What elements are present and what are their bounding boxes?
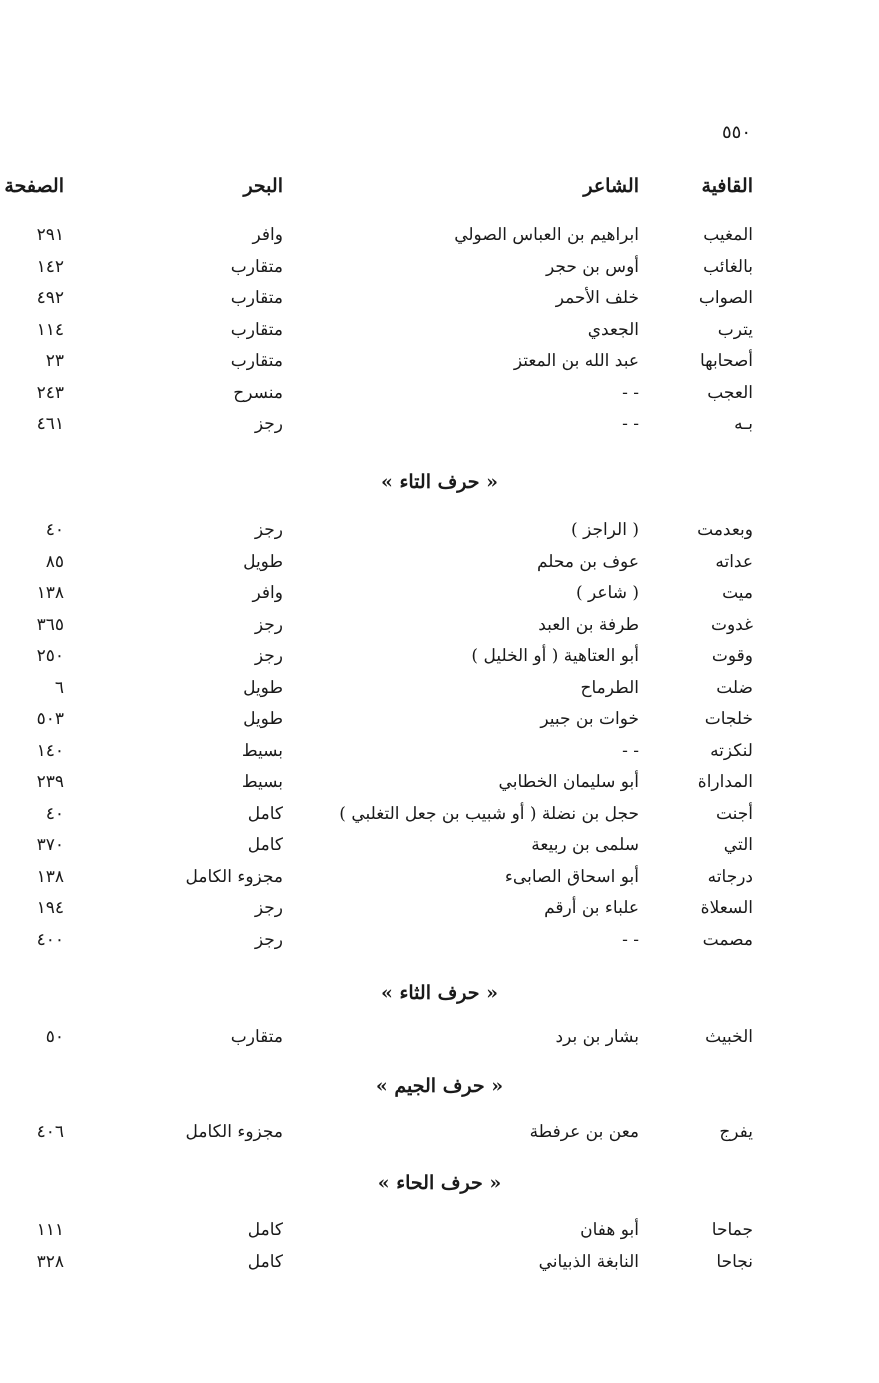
meter-cell: وافر bbox=[252, 583, 283, 603]
table-row bbox=[0, 1252, 879, 1282]
poet-cell: عوف بن محلم bbox=[536, 551, 639, 572]
rhyme-cell: يترب bbox=[717, 319, 753, 340]
poet-cell: خلف الأحمر bbox=[555, 288, 639, 308]
poet-cell: بشار بن برد bbox=[555, 1027, 639, 1047]
meter-cell: وافر bbox=[252, 225, 283, 245]
page-cell: ٢٤٣ bbox=[36, 382, 64, 403]
table-row bbox=[0, 678, 879, 708]
meter-cell: منسرح bbox=[233, 382, 283, 403]
page-cell: ١١٤ bbox=[36, 319, 64, 340]
table-row bbox=[0, 835, 879, 865]
table-row bbox=[0, 772, 879, 802]
table-row bbox=[0, 804, 879, 834]
table-row bbox=[0, 898, 879, 928]
table-row bbox=[0, 709, 879, 739]
rhyme-cell: العجب bbox=[707, 382, 753, 403]
rhyme-cell: التي bbox=[723, 835, 753, 855]
rhyme-cell: لنكزته bbox=[710, 740, 753, 761]
meter-cell: رجز bbox=[254, 614, 283, 635]
rhyme-cell: المداراة bbox=[697, 772, 753, 792]
meter-cell: رجز bbox=[254, 929, 283, 950]
page-cell: ٥٠٣ bbox=[36, 709, 64, 729]
header-poet: الشاعر bbox=[583, 175, 639, 197]
meter-cell: رجز bbox=[254, 520, 283, 540]
meter-cell: متقارب bbox=[230, 319, 283, 340]
page-cell: ١٤٠ bbox=[36, 740, 64, 761]
page-cell: ٦ bbox=[54, 677, 64, 698]
poet-cell: ( الراجز ) bbox=[571, 520, 639, 540]
poet-cell: - - bbox=[622, 414, 639, 434]
meter-cell: رجز bbox=[254, 414, 283, 434]
page-cell: ٤٠٠ bbox=[36, 929, 64, 950]
poet-cell: - - bbox=[622, 382, 639, 403]
table-row bbox=[0, 646, 879, 676]
page-cell: ٤٠ bbox=[45, 520, 64, 540]
page-cell: ١٣٨ bbox=[36, 866, 64, 887]
meter-cell: بسيط bbox=[241, 740, 283, 761]
meter-cell: متقارب bbox=[230, 351, 283, 371]
page-cell: ٤٠ bbox=[45, 803, 64, 824]
page-cell: ٣٦٥ bbox=[36, 614, 64, 635]
poet-cell: سلمى بن ربيعة bbox=[531, 835, 639, 855]
poet-cell: خوات بن جبير bbox=[540, 709, 639, 729]
table-row bbox=[0, 288, 879, 318]
rhyme-cell: المغيب bbox=[703, 225, 753, 245]
rhyme-cell: الخبيث bbox=[705, 1027, 753, 1047]
rhyme-cell: بـه bbox=[734, 414, 753, 434]
rhyme-cell: ضلت bbox=[716, 677, 753, 698]
meter-cell: بسيط bbox=[241, 772, 283, 792]
page-cell: ٨٥ bbox=[45, 551, 64, 572]
page-number: ٥٥٠ bbox=[721, 122, 751, 143]
table-row bbox=[0, 520, 879, 550]
table-row bbox=[0, 552, 879, 582]
table-row bbox=[0, 867, 879, 897]
table-row bbox=[0, 383, 879, 413]
table-row bbox=[0, 414, 879, 444]
rhyme-cell: أجنت bbox=[715, 803, 753, 824]
table-row bbox=[0, 351, 879, 381]
poet-cell: - - bbox=[622, 740, 639, 761]
page-cell: ٢٣٩ bbox=[36, 772, 64, 792]
rhyme-cell: وقوت bbox=[711, 646, 753, 666]
rhyme-cell: وبعدمت bbox=[697, 520, 753, 540]
rhyme-cell: السعلاة bbox=[700, 898, 753, 918]
poet-cell: النابغة الذبياني bbox=[538, 1251, 639, 1272]
rhyme-cell: بالغائب bbox=[703, 256, 753, 277]
poet-cell: معن بن عرفطة bbox=[529, 1122, 639, 1142]
meter-cell: رجز bbox=[254, 898, 283, 918]
page-cell: ١٤٢ bbox=[36, 256, 64, 277]
poet-cell: أوس بن حجر bbox=[545, 256, 639, 277]
section-title: « حرف الثاء » bbox=[380, 982, 499, 1004]
meter-cell: كامل bbox=[247, 835, 283, 855]
table-row bbox=[0, 225, 879, 255]
meter-cell: مجزوء الكامل bbox=[185, 1122, 283, 1142]
rhyme-cell: ميت bbox=[722, 583, 753, 603]
poet-cell: طرفة بن العبد bbox=[538, 614, 639, 635]
page-cell: ٣٢٨ bbox=[36, 1251, 64, 1272]
header-page: الصفحة bbox=[4, 175, 64, 197]
meter-cell: طويل bbox=[243, 677, 283, 698]
table-row bbox=[0, 930, 879, 960]
rhyme-cell: جماحا bbox=[711, 1220, 753, 1240]
poet-cell: - - bbox=[622, 929, 639, 950]
page-cell: ٣٧٠ bbox=[36, 835, 64, 855]
table-row bbox=[0, 741, 879, 771]
rhyme-cell: عداته bbox=[715, 551, 753, 572]
page-cell: ٥٠ bbox=[45, 1027, 64, 1047]
table-row bbox=[0, 615, 879, 645]
section-title: « حرف الجيم » bbox=[375, 1075, 504, 1097]
page-cell: ١١١ bbox=[36, 1220, 64, 1240]
meter-cell: مجزوء الكامل bbox=[185, 866, 283, 887]
rhyme-cell: الصواب bbox=[698, 288, 753, 308]
section-title: « حرف التاء » bbox=[380, 471, 499, 493]
poet-cell: علباء بن أرقم bbox=[544, 898, 639, 918]
meter-cell: طويل bbox=[243, 551, 283, 572]
table-row bbox=[0, 257, 879, 287]
poet-cell: أبو سليمان الخطابي bbox=[498, 772, 639, 792]
meter-cell: متقارب bbox=[230, 288, 283, 308]
poet-cell: أبو العتاهية ( أو الخليل ) bbox=[471, 646, 639, 666]
page-cell: ١٣٨ bbox=[36, 583, 64, 603]
meter-cell: كامل bbox=[247, 1251, 283, 1272]
rhyme-cell: نجاحا bbox=[716, 1251, 753, 1272]
page-cell: ٢٥٠ bbox=[36, 646, 64, 666]
table-row bbox=[0, 583, 879, 613]
meter-cell: متقارب bbox=[230, 256, 283, 277]
header-rhyme: القافية bbox=[701, 175, 753, 197]
table-row bbox=[0, 320, 879, 350]
rhyme-cell: أصحابها bbox=[699, 351, 753, 371]
table-header bbox=[0, 175, 879, 205]
poet-cell: ابراهيم بن العباس الصولي bbox=[454, 225, 639, 245]
poet-cell: الطرماح bbox=[580, 677, 639, 698]
meter-cell: كامل bbox=[247, 803, 283, 824]
poet-cell: الجعدي bbox=[587, 319, 639, 340]
meter-cell: طويل bbox=[243, 709, 283, 729]
page-cell: ٤٩٢ bbox=[36, 288, 64, 308]
poet-cell: أبو هفان bbox=[580, 1220, 639, 1240]
section-title: « حرف الحاء » bbox=[377, 1172, 502, 1194]
meter-cell: متقارب bbox=[230, 1027, 283, 1047]
page-cell: ٤٠٦ bbox=[36, 1122, 64, 1142]
poet-cell: ( شاعر ) bbox=[575, 583, 639, 603]
poet-cell: أبو اسحاق الصابىء bbox=[504, 866, 639, 887]
page-cell: ٢٣ bbox=[45, 351, 64, 371]
page-cell: ٢٩١ bbox=[36, 225, 64, 245]
header-meter: البحر bbox=[243, 175, 283, 197]
rhyme-cell: يفرج bbox=[719, 1122, 753, 1142]
meter-cell: رجز bbox=[254, 646, 283, 666]
table-row bbox=[0, 1122, 879, 1152]
poet-cell: عبد الله بن المعتز bbox=[513, 351, 639, 371]
rhyme-cell: درجاته bbox=[707, 866, 753, 887]
table-row bbox=[0, 1027, 879, 1057]
table-row bbox=[0, 1220, 879, 1250]
page-cell: ١٩٤ bbox=[36, 898, 64, 918]
page-cell: ٤٦١ bbox=[36, 414, 64, 434]
poet-cell: حجل بن نضلة ( أو شبيب بن جعل التغلبي ) bbox=[339, 803, 639, 824]
meter-cell: كامل bbox=[247, 1220, 283, 1240]
rhyme-cell: مصمت bbox=[702, 929, 753, 950]
rhyme-cell: خلجات bbox=[704, 709, 753, 729]
rhyme-cell: غدوت bbox=[710, 614, 753, 635]
